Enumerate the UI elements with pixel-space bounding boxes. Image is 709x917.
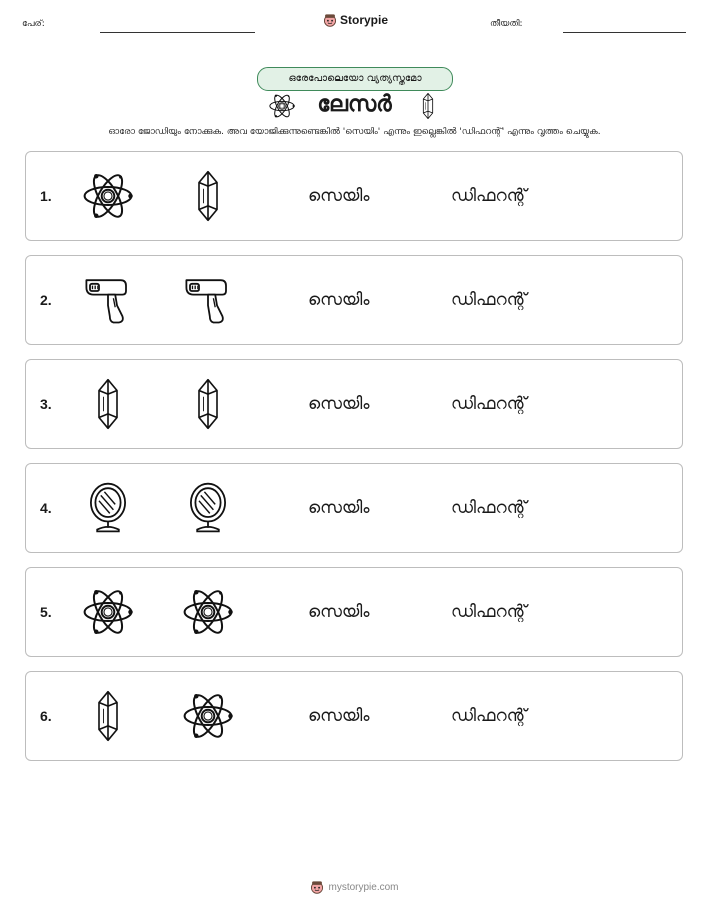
different-option[interactable]: ഡിഫറന്റ് <box>451 290 527 310</box>
different-option[interactable]: ഡിഫറന്റ് <box>451 602 527 622</box>
mirror-icon <box>181 481 235 535</box>
question-row <box>25 255 683 345</box>
question-number: 4. <box>40 500 52 516</box>
same-option[interactable]: സെയിം <box>308 706 370 726</box>
question-row <box>25 567 683 657</box>
same-option[interactable]: സെയിം <box>308 290 370 310</box>
crystal-icon <box>81 689 135 743</box>
crystal-icon <box>414 91 442 121</box>
different-option[interactable]: ഡിഫറന്റ് <box>451 394 527 414</box>
date-line[interactable] <box>563 32 686 33</box>
same-option[interactable]: സെയിം <box>308 602 370 622</box>
different-option[interactable]: ഡിഫറന്റ് <box>451 498 527 518</box>
different-option[interactable]: ഡിഫറന്റ് <box>451 706 527 726</box>
question-row <box>25 151 683 241</box>
atom-icon <box>181 585 235 639</box>
footer <box>0 880 709 894</box>
crystal-icon <box>181 169 235 223</box>
same-option[interactable]: സെയിം <box>308 498 370 518</box>
atom-icon <box>181 689 235 743</box>
question-row <box>25 671 683 761</box>
barcode-scanner-icon <box>81 273 135 327</box>
question-number: 3. <box>40 396 52 412</box>
name-label: പേര്: <box>22 19 45 29</box>
title-row <box>0 90 709 122</box>
name-line[interactable] <box>100 32 255 33</box>
storypie-icon <box>310 880 324 894</box>
crystal-icon <box>181 377 235 431</box>
crystal-icon <box>81 377 135 431</box>
brand-name: Storypie <box>340 13 389 27</box>
different-option[interactable]: ഡിഫറന്റ് <box>451 186 527 206</box>
same-option[interactable]: സെയിം <box>308 394 370 414</box>
page-title: ലേസർ <box>317 92 392 117</box>
brand-logo <box>323 13 388 27</box>
instructions: ഓരോ ജോഡിയും നോക്കുക. അവ യോജിക്കുന്നുണ്ടെങ്കിൽ 'സെയിം' എന്നും ഇല്ലെങ്കിൽ 'ഡിഫറന്റ്' എന്നും വൃത്തം ചെയ്യുക. <box>108 127 601 137</box>
question-row <box>25 359 683 449</box>
storypie-icon <box>323 13 337 27</box>
mirror-icon <box>81 481 135 535</box>
same-option[interactable]: സെയിം <box>308 186 370 206</box>
atom-icon <box>81 169 135 223</box>
question-row <box>25 463 683 553</box>
footer-url: mystorypie.com <box>328 881 399 893</box>
atom-icon <box>81 585 135 639</box>
question-number: 2. <box>40 292 52 308</box>
worksheet-type-badge: ഒരേപോലെയോ വ്യത്യസ്തമോ <box>257 67 453 91</box>
question-number: 1. <box>40 188 52 204</box>
barcode-scanner-icon <box>181 273 235 327</box>
date-label: തീയതി: <box>490 19 523 29</box>
question-number: 5. <box>40 604 52 620</box>
question-number: 6. <box>40 708 52 724</box>
